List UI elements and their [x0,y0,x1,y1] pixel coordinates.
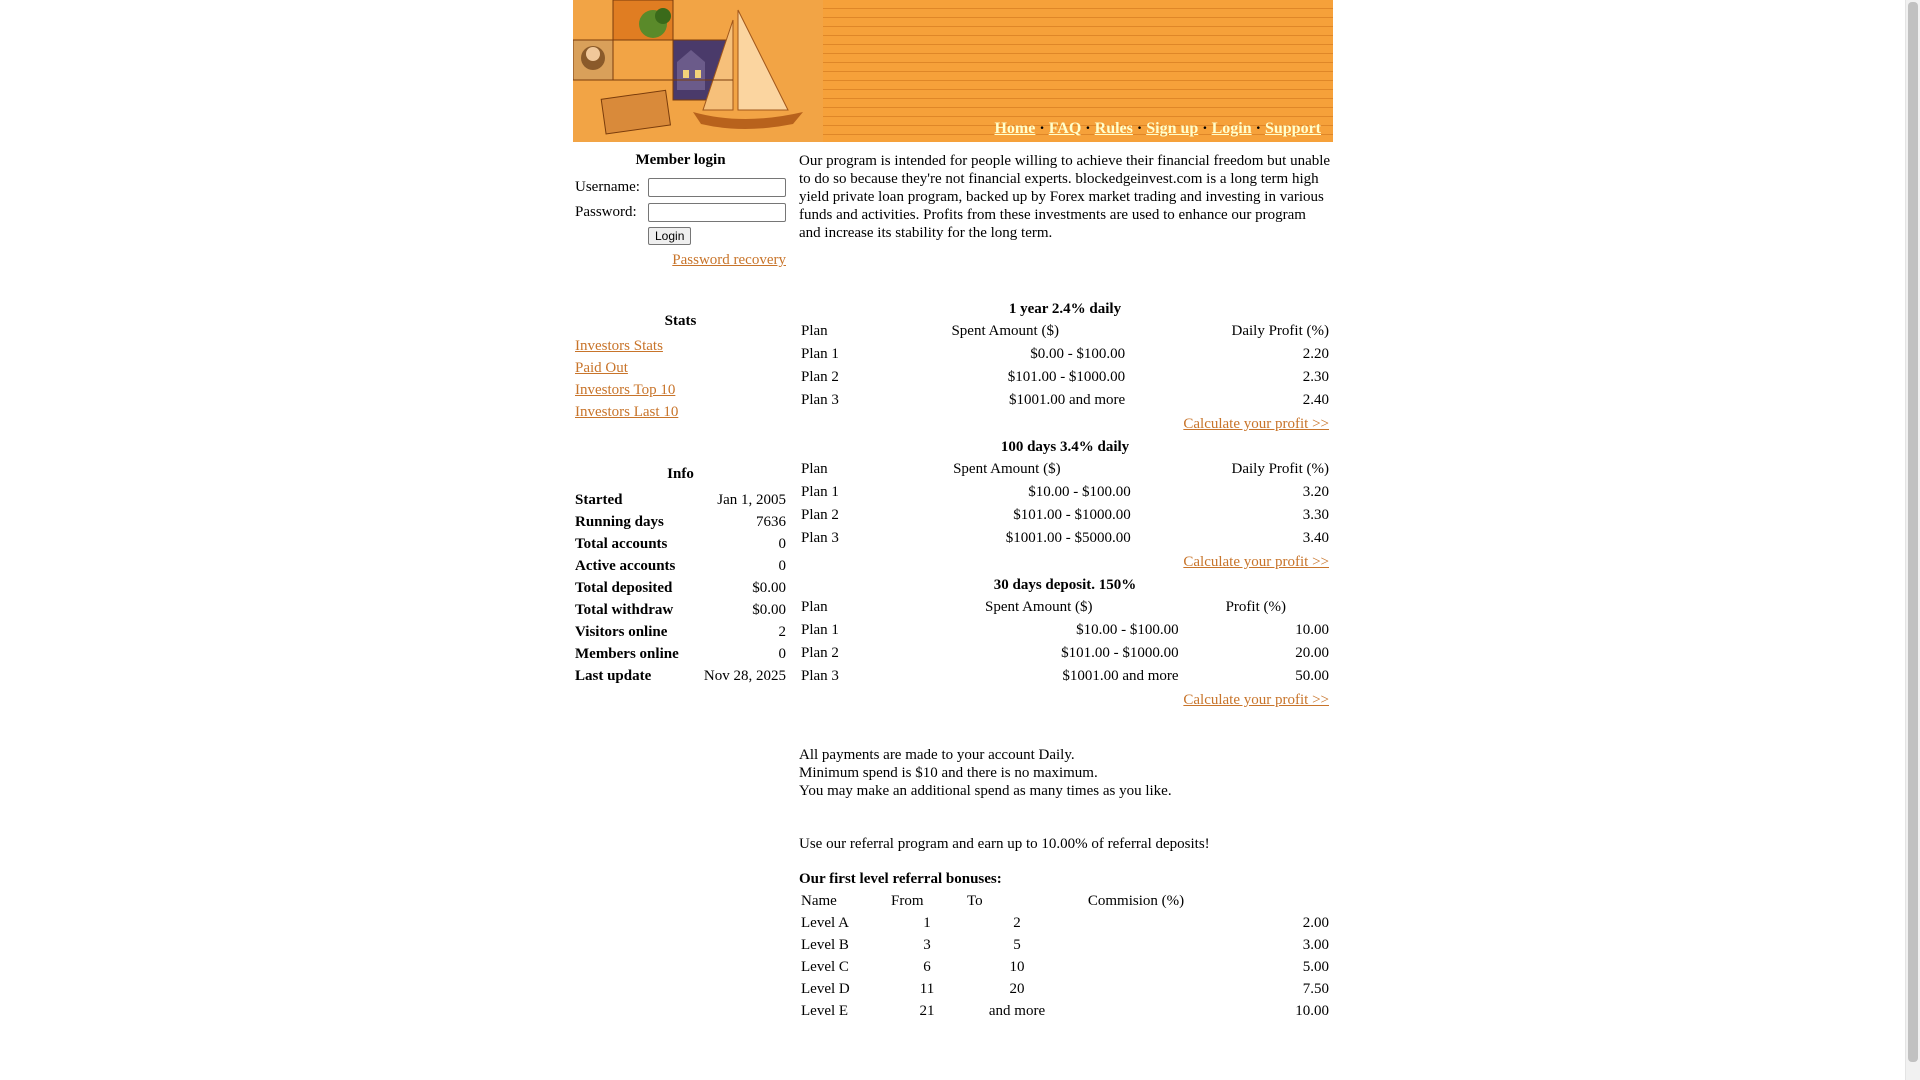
vertical-scrollbar[interactable] [1905,0,1920,1080]
plan-header: Plan [801,599,828,615]
plan-name: Plan 1 [801,484,839,500]
info-value: 0 [778,645,786,662]
plan-header: Daily Profit (%) [1231,323,1329,339]
referral-commission: 3.00 [1302,936,1329,953]
plan-name: Plan 2 [801,507,839,523]
plan-profit: 10.00 [1295,622,1329,638]
referral-commission: 5.00 [1302,958,1329,975]
investors-top-10-link[interactable]: Investors Top 10 [575,382,676,398]
plan-row [799,504,1331,527]
payments-line: All payments are made to your account Daily. [799,747,1075,763]
plan-title: 1 year 2.4% daily [1008,301,1122,317]
main-content [799,152,1331,1022]
referral-from: 6 [923,958,931,975]
plan-header: Spent Amount ($) [953,461,1061,477]
referral-from: 1 [923,914,931,931]
plan-row [799,343,1331,366]
plan-title: 100 days 3.4% daily [1000,439,1130,455]
referral-commission: 2.00 [1302,914,1329,931]
info-value: 7636 [756,513,786,530]
referral-header: From [891,892,924,909]
plan-amount: $1001.00 and more [1062,668,1179,684]
plan-header: Daily Profit (%) [1231,461,1329,477]
referral-header: Commision (%) [1087,892,1185,909]
header-banner [573,0,1333,142]
login-button[interactable]: Login [648,227,691,245]
info-row [575,599,786,621]
member-login-title: Member login [635,152,726,168]
plan-amount: $101.00 - $1000.00 [1061,645,1179,661]
info-row [575,643,786,665]
plan-profit: 20.00 [1295,645,1329,661]
referral-from: 21 [919,1002,935,1019]
plan-header: Profit (%) [1225,599,1286,615]
nav-support[interactable]: Support [1264,120,1321,137]
payments-info [799,746,1331,800]
info-label: Total withdraw [575,601,674,618]
plan-block [799,574,1331,712]
info-value: $0.00 [752,579,786,596]
nav-home[interactable]: Home [994,120,1036,137]
investors-last-10-link[interactable]: Investors Last 10 [575,404,679,420]
referral-commission: 7.50 [1302,980,1329,997]
referral-level: Level D [801,980,850,997]
info-label: Members online [575,645,679,662]
username-label: Username: [575,179,640,195]
plan-profit: 2.20 [1302,346,1329,362]
info-label: Total accounts [575,535,668,552]
info-value: 0 [778,557,786,574]
plan-table [799,320,1331,412]
referral-to: 20 [1009,980,1025,997]
stats-panel [575,313,786,426]
plan-amount: $101.00 - $1000.00 [1013,507,1131,523]
plan-header-row [799,596,1331,619]
left-column [575,152,786,687]
plan-table [799,596,1331,688]
plan-header: Plan [801,323,828,339]
plan-profit: 2.30 [1302,369,1329,385]
referral-section [799,836,1331,1022]
plan-profit: 3.40 [1302,530,1329,546]
intro-text: Our program is intended for people willing to achieve their financial freedom but unable to do so because they're not financial experts. blockedgeinvest.com is a long term high yield private loan program, backed up by Forex market trading and investing in various funds and activities. Profits from these investments are used to enhance our program and increase its stability for the long term. [799,153,1331,241]
page [573,0,1333,1019]
plan-header: Plan [801,461,828,477]
referral-level: Level B [801,936,849,953]
nav-separator: · [1255,120,1261,137]
nav-sign-up[interactable]: Sign up [1146,120,1199,137]
banner-collage-image [573,0,823,142]
paid-out-link[interactable]: Paid Out [575,360,628,376]
referral-from: 3 [923,936,931,953]
nav-separator: · [1085,120,1091,137]
referral-to: 10 [1009,958,1025,975]
referral-to: 2 [1013,914,1021,931]
calculate-profit-link[interactable]: Calculate your profit >> [1183,554,1329,570]
referral-level: Level E [801,1002,849,1019]
plan-row [799,619,1331,642]
member-login-panel [575,152,786,269]
plan-name: Plan 2 [801,645,839,661]
password-input[interactable] [648,203,786,222]
nav-faq[interactable]: FAQ [1048,120,1082,137]
plan-row [799,366,1331,389]
plan-name: Plan 2 [801,369,839,385]
nav-separator: · [1039,120,1045,137]
info-value: 2 [778,623,786,640]
plan-title: 30 days deposit. 150% [993,577,1137,593]
info-row [575,489,786,511]
plan-row [799,481,1331,504]
plan-name: Plan 1 [801,622,839,638]
plan-name: Plan 3 [801,668,839,684]
info-row [575,577,786,599]
plan-name: Plan 3 [801,530,839,546]
plan-header-row [799,458,1331,481]
info-value: Jan 1, 2005 [717,491,786,508]
info-row [575,665,786,687]
info-label: Active accounts [575,557,676,574]
plan-amount: $1001.00 - $5000.00 [1005,530,1131,546]
plan-row [799,642,1331,665]
stats-title: Stats [664,313,697,329]
plan-row [799,527,1331,550]
plan-amount: $101.00 - $1000.00 [1007,369,1126,385]
plan-name: Plan 3 [801,392,839,408]
referral-row [799,1000,1331,1022]
investment-plans [799,298,1331,712]
referral-row [799,956,1331,978]
payments-line: You may make an additional spend as many times as you like. [799,783,1172,799]
info-label: Visitors online [575,623,668,640]
info-value: Nov 28, 2025 [703,667,786,684]
referral-to: and more [988,1002,1046,1019]
nav-separator: · [1136,120,1143,137]
plan-amount: $0.00 - $100.00 [1030,346,1126,362]
info-table [575,489,786,687]
referral-header: Name [801,892,837,909]
plan-header: Spent Amount ($) [951,323,1059,339]
info-row [575,621,786,643]
plan-profit: 3.30 [1302,507,1329,523]
investors-stats-link[interactable]: Investors Stats [575,338,663,354]
info-title: Info [667,466,694,482]
scrollbar-thumb[interactable] [1908,2,1918,1062]
password-recovery-link[interactable]: Password recovery [672,252,786,268]
plan-header: Spent Amount ($) [984,599,1093,615]
nav-separator: · [1202,120,1208,137]
referral-row [799,912,1331,934]
info-value: 0 [778,535,786,552]
info-label: Total deposited [575,579,673,596]
referral-table [799,890,1331,1022]
referral-title: Our first level referral bonuses: [799,871,1002,887]
plan-amount: $10.00 - $100.00 [1028,484,1131,500]
referral-level: Level C [801,958,849,975]
calculate-profit-link[interactable]: Calculate your profit >> [1183,416,1329,432]
info-row [575,511,786,533]
info-label: Started [575,491,623,508]
plan-header-row [799,320,1331,343]
plan-profit: 3.20 [1302,484,1329,500]
plan-table [799,458,1331,550]
plan-block [799,436,1331,574]
nav-login[interactable]: Login [1211,120,1252,137]
password-label: Password: [575,204,637,220]
referral-intro: Use our referral program and earn up to 10.00% of referral deposits! [799,836,1210,852]
info-row [575,533,786,555]
plan-name: Plan 1 [801,346,839,362]
referral-header-row [799,890,1331,912]
referral-header: To [967,892,983,909]
payments-line: Minimum spend is $10 and there is no maximum. [799,765,1098,781]
info-row [575,555,786,577]
referral-row [799,934,1331,956]
info-panel [575,466,786,687]
referral-to: 5 [1013,936,1021,953]
plan-row [799,665,1331,688]
referral-commission: 10.00 [1295,1002,1329,1019]
plan-profit: 2.40 [1302,392,1329,408]
plan-amount: $1001.00 and more [1008,392,1126,408]
username-input[interactable] [648,178,786,197]
info-label: Running days [575,513,664,530]
info-value: $0.00 [752,601,786,618]
plan-profit: 50.00 [1295,668,1329,684]
plan-row [799,389,1331,412]
plan-amount: $10.00 - $100.00 [1076,622,1179,638]
referral-row [799,978,1331,1000]
referral-from: 11 [919,980,935,997]
nav-rules[interactable]: Rules [1094,120,1133,137]
info-label: Last update [575,667,652,684]
calculate-profit-link[interactable]: Calculate your profit >> [1183,692,1329,708]
top-nav [994,120,1321,138]
plan-block [799,298,1331,436]
referral-level: Level A [801,914,849,931]
